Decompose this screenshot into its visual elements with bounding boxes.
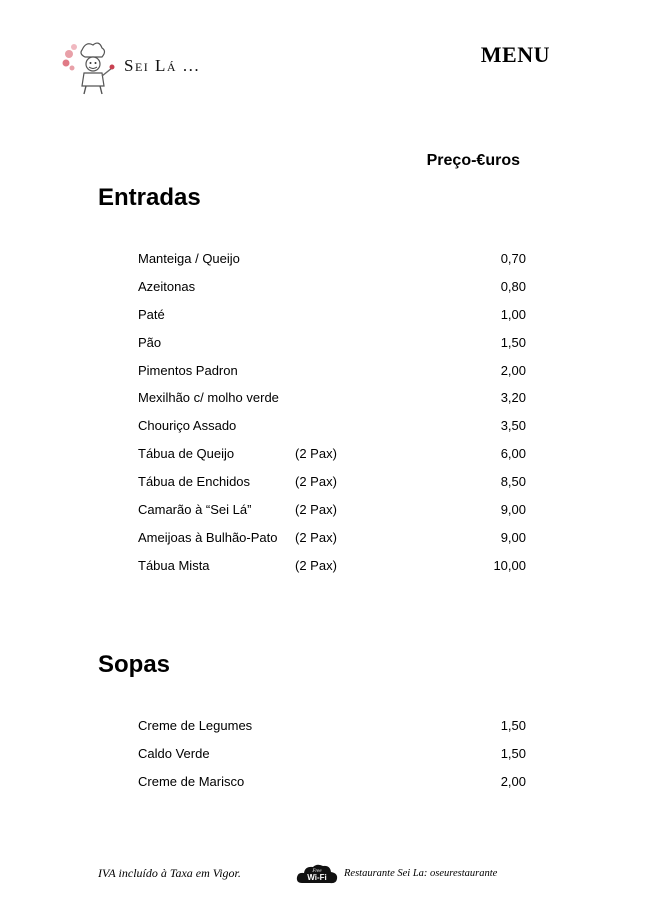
item-name: Creme de Marisco xyxy=(138,773,245,789)
menu-item xyxy=(138,743,526,771)
wifi-icon xyxy=(296,863,338,887)
menu-title: MENU xyxy=(480,42,550,67)
social-handle: Restaurante Sei La: oseurestaurante xyxy=(344,868,498,879)
item-price: 6,00 xyxy=(500,446,526,462)
item-name: Tábua Mista xyxy=(138,557,210,573)
item-name: Tábua de Enchidos xyxy=(138,474,251,490)
item-name: Pão xyxy=(138,334,162,350)
item-price: 0,80 xyxy=(500,278,526,294)
item-price: 9,00 xyxy=(500,529,526,545)
item-name: Chouriço Assado xyxy=(138,418,237,434)
item-name: Manteiga / Queijo xyxy=(138,251,240,266)
section-title-entradas: Entradas xyxy=(98,184,201,211)
item-price: 8,50 xyxy=(500,474,526,490)
menu-item xyxy=(138,471,526,499)
item-price: 2,00 xyxy=(500,362,526,378)
item-name: Pimentos Padron xyxy=(138,362,238,378)
tax-note: IVA incluído à Taxa em Vigor. xyxy=(98,866,241,880)
item-price: 10,00 xyxy=(493,557,526,573)
item-price: 3,50 xyxy=(500,418,526,434)
item-price: 1,50 xyxy=(500,718,526,733)
item-pax: (2 Pax) xyxy=(295,474,337,490)
item-name: Tábua de Queijo xyxy=(138,446,235,462)
entradas-list xyxy=(138,248,526,583)
item-price: 9,00 xyxy=(500,502,526,518)
item-price: 0,70 xyxy=(500,251,526,266)
brand-name: Sei Lá ... xyxy=(124,56,201,75)
menu-item xyxy=(138,527,526,555)
item-price: 2,00 xyxy=(500,773,526,789)
menu-item xyxy=(138,715,526,743)
item-name: Creme de Legumes xyxy=(138,718,253,733)
menu-item xyxy=(138,304,526,332)
menu-item xyxy=(138,415,526,443)
item-name: Paté xyxy=(138,306,165,322)
item-price: 1,50 xyxy=(500,745,526,761)
price-column-header: Preço-€uros xyxy=(426,152,520,169)
item-pax: (2 Pax) xyxy=(295,446,337,462)
menu-item xyxy=(138,248,526,276)
menu-item xyxy=(138,332,526,360)
sopas-list xyxy=(138,715,526,799)
item-name: Camarão à “Sei Lá” xyxy=(138,502,252,518)
menu-item xyxy=(138,276,526,304)
section-title-sopas: Sopas xyxy=(98,651,171,678)
menu-item xyxy=(138,555,526,583)
item-pax: (2 Pax) xyxy=(295,557,337,573)
item-price: 1,00 xyxy=(500,306,526,322)
item-name: Ameijoas à Bulhão-Pato xyxy=(138,529,278,545)
item-name: Mexilhão c/ molho verde xyxy=(138,390,279,406)
item-pax: (2 Pax) xyxy=(295,502,337,518)
wifi-label-text: Wi-Fi xyxy=(307,873,327,882)
wifi-free-text: Free xyxy=(312,869,322,874)
item-pax: (2 Pax) xyxy=(295,529,337,545)
item-name: Caldo Verde xyxy=(138,745,210,761)
menu-item xyxy=(138,443,526,471)
chef-logo-icon xyxy=(60,38,116,96)
menu-item xyxy=(138,387,526,415)
item-name: Azeitonas xyxy=(138,278,196,294)
item-price: 1,50 xyxy=(500,334,526,350)
menu-item xyxy=(138,771,526,799)
menu-item xyxy=(138,360,526,388)
menu-item xyxy=(138,499,526,527)
item-price: 3,20 xyxy=(500,390,526,406)
